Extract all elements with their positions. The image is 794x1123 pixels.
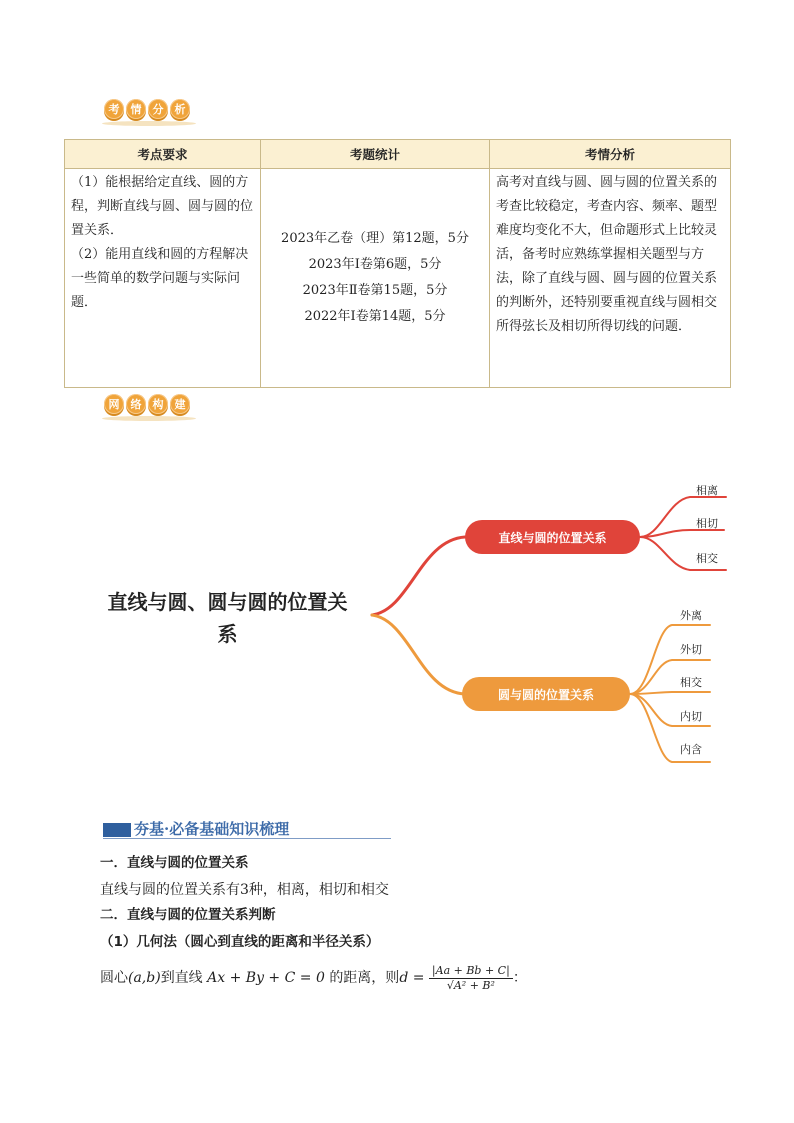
badge-char: 网 bbox=[104, 394, 124, 414]
mindmap-branch-line-circle: 直线与圆的位置关系 bbox=[465, 520, 640, 554]
badge-char: 建 bbox=[170, 394, 190, 414]
mindmap-leaf: 相离 bbox=[696, 484, 718, 497]
fraction-denominator: √A² + B² bbox=[446, 978, 495, 992]
formula-point: (a,b) bbox=[128, 970, 161, 986]
section-title-bar bbox=[103, 823, 131, 837]
paragraph: 直线与圆的位置关系有3种，相离，相切和相交 bbox=[100, 882, 389, 898]
mindmap-leaf: 相交 bbox=[680, 676, 702, 689]
section-underline bbox=[103, 838, 391, 839]
statistic-item: 2023年乙卷（理）第12题，5分 bbox=[281, 231, 469, 246]
mindmap-leaf: 内含 bbox=[680, 743, 702, 756]
heading-3: （1）几何法（圆心到直线的距离和半径关系） bbox=[100, 934, 380, 950]
mindmap-leaf: 相交 bbox=[696, 552, 718, 565]
badge-char: 络 bbox=[126, 394, 146, 414]
mindmap-leaf: 外离 bbox=[680, 609, 702, 622]
formula-d: d = bbox=[399, 970, 425, 986]
table-header: 考点要求 bbox=[65, 140, 261, 169]
statistic-item: 2023年Ⅱ卷第15题，5分 bbox=[302, 283, 448, 298]
requirement-item: （1）能根据给定直线、圆的方程，判断直线与圆、圆与圆的位置关系． bbox=[71, 175, 254, 238]
badge-char: 情 bbox=[126, 99, 146, 119]
formula-end: ： bbox=[512, 970, 527, 986]
mindmap-leaf: 外切 bbox=[680, 643, 702, 656]
heading-2: 二．直线与圆的位置关系判断 bbox=[100, 907, 276, 923]
formula-text: 圆心 bbox=[100, 970, 128, 986]
badge-char: 分 bbox=[148, 99, 168, 119]
badge-char: 构 bbox=[148, 394, 168, 414]
requirement-item: （2）能用直线和圆的方程解决一些简单的数学问题与实际问题． bbox=[71, 247, 249, 310]
section-title: 夯基·必备基础知识梳理 bbox=[134, 820, 290, 838]
table-header: 考题统计 bbox=[261, 140, 490, 169]
mindmap-leaf: 相切 bbox=[696, 517, 718, 530]
formula-text: 的距离，则 bbox=[329, 970, 400, 986]
fraction-numerator: |Aa + Bb + C| bbox=[429, 964, 513, 979]
formula-text: 到直线 bbox=[160, 970, 203, 986]
table-header: 考情分析 bbox=[490, 140, 731, 169]
distance-fraction bbox=[429, 964, 513, 993]
mindmap-root: 直线与圆、圆与圆的位置关系 bbox=[107, 590, 348, 646]
formula-line-equation: Ax + By + C = 0 bbox=[207, 970, 325, 986]
table-cell-analysis: 高考对直线与圆、圆与圆的位置关系的考查比较稳定，考查内容、频率、题型难度均变化不大，但命题形式上比较灵活，备考时应熟练掌握相关题型与方法，除了直线与圆、圆与圆的位置关系的判断外，还特别要重视直线与圆相交所得弦长及相切所得切线的问题． bbox=[490, 169, 731, 388]
heading-1: 一．直线与圆的位置关系 bbox=[100, 855, 249, 871]
mindmap-branch-circle-circle: 圆与圆的位置关系 bbox=[462, 677, 630, 711]
statistic-item: 2022年Ⅰ卷第14题，5分 bbox=[304, 309, 446, 324]
statistic-item: 2023年Ⅰ卷第6题，5分 bbox=[308, 257, 442, 272]
mindmap-leaf: 内切 bbox=[680, 710, 702, 723]
badge-char: 析 bbox=[170, 99, 190, 119]
badge-char: 考 bbox=[104, 99, 124, 119]
formula-line bbox=[100, 963, 527, 993]
